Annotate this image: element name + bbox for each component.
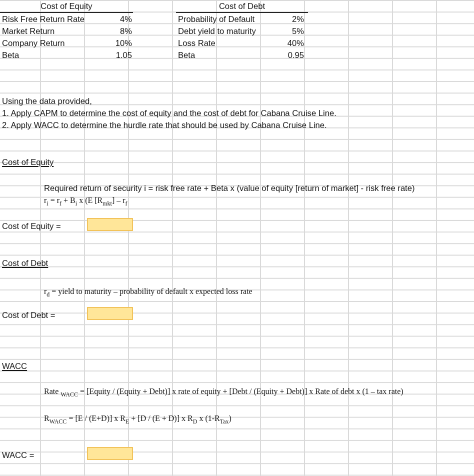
debt-value-loss-rate[interactable]: 40% — [287, 38, 304, 48]
debt-value-yield[interactable]: 5% — [292, 26, 304, 36]
wacc-input-cell[interactable] — [87, 447, 133, 460]
equity-formula-text[interactable]: Required return of security i = risk free rate + Beta x (value of equity [return of market] - risk free rate) — [44, 183, 415, 193]
debt-label-probability-default[interactable]: Probability of Default — [178, 14, 255, 24]
wacc-section-title[interactable]: WACC — [2, 361, 28, 371]
cost-of-debt-input-label: Cost of Debt = — [2, 310, 56, 320]
equity-value-market-return[interactable]: 8% — [120, 26, 132, 36]
cost-of-debt-input-cell[interactable] — [87, 307, 133, 320]
equity-table-header: Cost of Equity — [0, 1, 133, 13]
wacc-input-label: WACC = — [2, 450, 35, 460]
debt-formula[interactable]: $r_d$ = yield to maturity – probability of default x expected loss rate — [44, 287, 253, 299]
debt-label-yield[interactable]: Debt yield to maturity — [178, 26, 256, 36]
debt-label-loss-rate[interactable]: Loss Rate — [178, 38, 216, 48]
equity-label-beta[interactable]: Beta — [2, 50, 20, 60]
instructions-intro[interactable]: Using the data provided, — [2, 96, 92, 106]
debt-value-beta[interactable]: 0.95 — [287, 50, 304, 60]
instructions-step-2[interactable]: 2. Apply WACC to determine the hurdle rate that should be used by Cabana Cruise Line. — [2, 120, 327, 130]
equity-label-risk-free[interactable]: Risk Free Return Rate — [2, 14, 85, 24]
debt-value-probability-default[interactable]: 2% — [292, 14, 304, 24]
debt-table-header: Cost of Debt — [176, 1, 308, 13]
equity-value-company-return[interactable]: 10% — [115, 38, 132, 48]
equity-label-company-return[interactable]: Company Return — [2, 38, 65, 48]
cost-of-equity-input-cell[interactable] — [87, 218, 133, 231]
equity-formula-symbolic[interactable]: $r_i = r_f + B_i$ x (E $[R_{mkt}] - r_f$ — [44, 196, 128, 208]
wacc-formula-symbolic[interactable]: $R_{WACC} = [E / (E+D)]$ x $R_E + [D / (E + D)]$ x $R_D$ x $(1-R_{Tax})$ — [44, 414, 232, 426]
equity-label-market-return[interactable]: Market Return — [2, 26, 55, 36]
equity-value-risk-free[interactable]: 4% — [120, 14, 132, 24]
debt-label-beta[interactable]: Beta — [178, 50, 196, 60]
instructions-step-1[interactable]: 1. Apply CAPM to determine the cost of equity and the cost of debt for Cabana Cruise Line. — [2, 108, 337, 118]
equity-value-beta[interactable]: 1.05 — [115, 50, 132, 60]
wacc-formula-words[interactable]: Rate $_{WACC}$ = [Equity / (Equity + Debt)] x rate of equity + [Debt / (Equity + Debt)] x Rate of debt x (1 – tax rate) — [44, 387, 404, 399]
cost-of-equity-input-label: Cost of Equity = — [2, 221, 61, 231]
cost-of-equity-section-title[interactable]: Cost of Equity — [2, 157, 54, 167]
cost-of-debt-section-title[interactable]: Cost of Debt — [2, 258, 49, 268]
